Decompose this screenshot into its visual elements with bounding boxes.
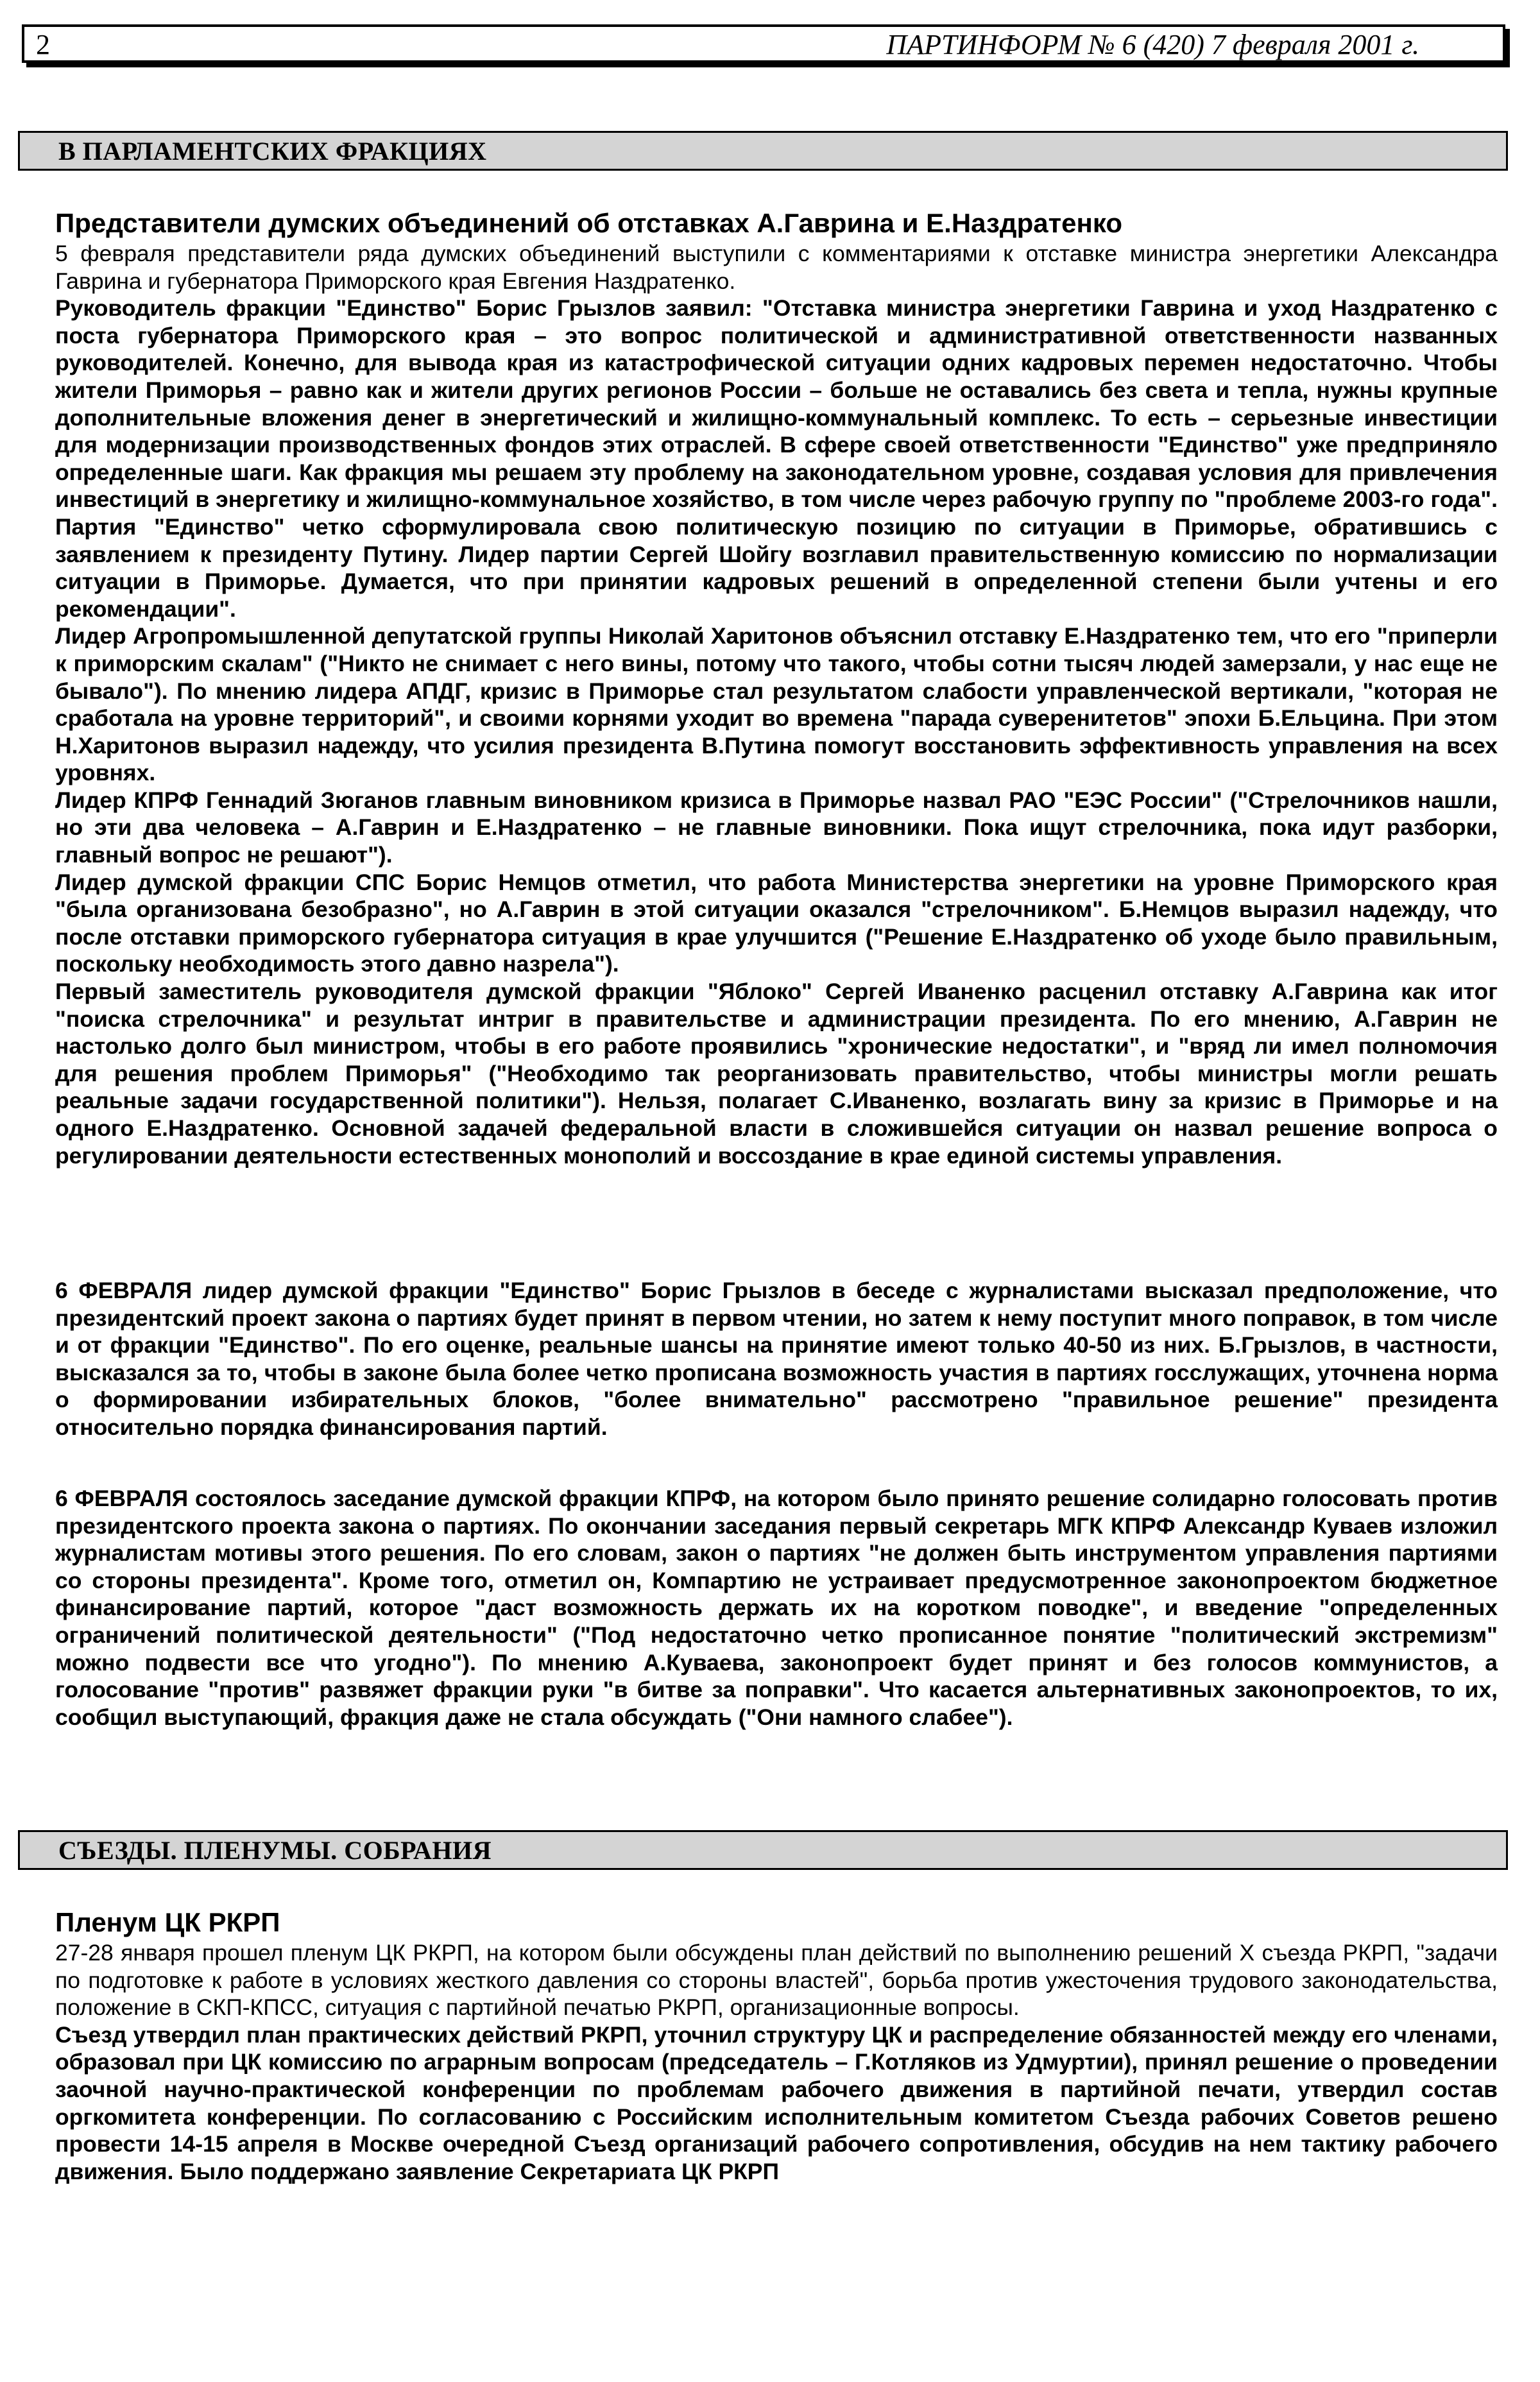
masthead: ПАРТИНФОРМ № 6 (420) 7 февраля 2001 г.: [886, 29, 1419, 60]
article-lead: 5 февраля представители ряда думских объединений выступили с комментариями к отставке министра энергетики Александра Гаврина и губернатора Приморского края Евгения Наздратенко.: [55, 241, 1498, 294]
news-paragraph: 6 ФЕВРАЛЯ состоялось заседание думской фракции КПРФ, на котором было принято решение солидарно голосовать против президентского проекта закона о партиях. По окончании заседания первый секретарь МГК КПРФ Александр Куваев изложил журналистам мотивы этого решения. По его словам, закон о партиях "не должен быть инструментом управления партиями со стороны президента". Кроме того, отметил он, Компартию не устраивает предусмотренное законопроектом бюджетное финансирование партий, которое "даст возможность держать их на коротком поводке", и введение "определенных ограничений политической деятельности" ("Под недостаточно четко прописанное понятие "политический экстремизм" можно подвести все что угодно"). По мнению А.Куваева, законопроект будет принят и без голосов коммунистов, а голосование "против" развяжет фракции руки "в битве за поправки". Что касается альтернативных законопроектов, то их, сообщил выступающий, фракция даже не стала обсуждать ("Они намного слабее").: [55, 1486, 1498, 1730]
news-paragraph: 6 ФЕВРАЛЯ лидер думской фракции "Единство" Борис Грызлов в беседе с журналистами высказал предположение, что президентский проект закона о партиях будет принят в первом чтении, но затем к нему поступит много поправок, в том числе и от фракции "Единство". По его оценке, реальные шансы на принятие имеют только 40-50 из них. Б.Грызлов, в частности, высказался за то, чтобы в законе была более четко прописана возможность участия в партиях госслужащих, уточнена норма о формировании избирательных блоков, "более внимательно" рассмотрено "правильное решение" президента относительно порядка финансирования партий.: [55, 1278, 1498, 1440]
article-paragraph: Первый заместитель руководителя думской фракции "Яблоко" Сергей Иваненко расценил отставку А.Гаврина как итог "поиска стрелочника" и результат интриг в правительстве и администрации президента. По его мнению, А.Гаврин не настолько долго был министром, чтобы в его работе проявились "хронические недостатки", и "вряд ли имел полномочия для решения проблем Приморья" ("Необходимо так реорганизовать правительство, чтобы министры могли решать реальные задачи государственной политики"). Нельзя, полагает С.Иваненко, возлагать вину за кризис в Приморье и на одного Е.Наздратенко. Основной задачей федеральной власти в сложившейся ситуации он назвал решение вопроса о регулировании деятельности естественных монополий и воссоздание в крае единой системы управления.: [55, 979, 1498, 1169]
news-item-gryzlov: [55, 1277, 1498, 1441]
section-bar-congresses: [18, 1830, 1508, 1870]
news-item-kprf: [55, 1485, 1498, 1731]
article-paragraph: Лидер КПРФ Геннадий Зюганов главным виновником кризиса в Приморье назвал РАО "ЕЭС России" ("Стрелочников нашли, но эти два человека – А.Гаврин и Е.Наздратенко – не главные виновники. Пока ищут стрелочника, пока идут разборки, главный вопрос не решают").: [55, 787, 1498, 868]
article-rkrp-plenum: [55, 1906, 1498, 2185]
article-lead: 27-28 января прошел пленум ЦК РКРП, на котором были обсуждены план действий по выполнению решений X съезда РКРП, "задачи по подготовке к работе в условиях жесткого давления со стороны властей", борьба против ужесточения трудового законодательства, положение в СКП-КПСС, ситуация с партийной печатью РКРП, организационные вопросы.: [55, 1940, 1498, 2021]
section-title: В ПАРЛАМЕНТСКИХ ФРАКЦИЯХ: [58, 137, 487, 166]
article-resignations: [55, 207, 1498, 1169]
section-bar-parliament: [18, 131, 1508, 171]
article-paragraph: Лидер Агропромышленной депутатской группы Николай Харитонов объяснил отставку Е.Наздратенко тем, что его "приперли к приморским скалам" ("Никто не снимает с него вины, потому что такого, чтобы сотни тысяч людей замерзали, у нас еще не бывало"). По мнению лидера АПДГ, кризис в Приморье стал результатом слабости управленческой вертикали, "которая не сработала на уровне территорий", и своими корнями уходит во времена "парада суверенитетов" эпохи Б.Ельцина. При этом Н.Харитонов выразил надежду, что усилия президента В.Путина помогут восстановить эффективность управления на всех уровнях.: [55, 623, 1498, 786]
article-paragraph: Лидер думской фракции СПС Борис Немцов отметил, что работа Министерства энергетики на уровне Приморского края "была организована безобразно", но А.Гаврин в этой ситуации оказался "стрелочником". Б.Немцов выразил надежду, что после отставки приморского губернатора ситуация в крае улучшится ("Решение Е.Наздратенко об уходе было правильным, поскольку необходимость этого давно назрела").: [55, 869, 1498, 977]
article-headline: Пленум ЦК РКРП: [55, 1907, 280, 1937]
section-title: СЪЕЗДЫ. ПЛЕНУМЫ. СОБРАНИЯ: [58, 1836, 492, 1865]
article-paragraph: Съезд утвердил план практических действий РКРП, уточнил структуру ЦК и распределение обязанностей между его членами, образовал при ЦК комиссию по аграрным вопросам (председатель – Г.Котляков из Удмуртии), принял решение о проведении заочной научно-практической конференции по проблемам рабочего движения в партийной печати, утвердил состав оргкомитета конференции. По согласованию с Российским исполнительным комитетом Съезда рабочих Советов решено провести 14-15 апреля в Москве очередной Съезд организаций рабочего сопротивления, обсудив на нем тактику рабочего движения. Было поддержано заявление Секретариата ЦК РКРП: [55, 2021, 1498, 2184]
page-header: [22, 24, 1505, 63]
article-headline: Представители думских объединений об отставках А.Гаврина и Е.Наздратенко: [55, 208, 1122, 238]
page-number: 2: [36, 29, 50, 60]
article-paragraph: Руководитель фракции "Единство" Борис Грызлов заявил: "Отставка министра энергетики Гаврина и уход Наздратенко с поста губернатора Приморского края – это вопрос политической и административной ответственности названных руководителей. Конечно, для вывода края из катастрофической ситуации одних кадровых перемен недостаточно. Чтобы жители Приморья – равно как и жители других регионов России – больше не оставались без света и тепла, нужны крупные дополнительные вложения денег в энергетический и жилищно-коммунальный комплекс. То есть – серьезные инвестиции для модернизации производственных фондов этих отраслей. В сфере своей ответственности "Единство" уже предприняло определенные шаги. Как фракция мы решаем эту проблему на законодательном уровне, создавая условия для привлечения инвестиций в энергетику и жилищно-коммунальное хозяйство, в том числе через рабочую группу по "проблеме 2003-го года". Партия "Единство" четко сформулировала свою политическую позицию по ситуации в Приморье, обратившись с заявлением к президенту Путину. Лидер партии Сергей Шойгу возглавил правительственную комиссию по нормализации ситуации в Приморье. Думается, что при принятии кадровых решений в определенной степени были учтены и его рекомендации".: [55, 295, 1498, 622]
